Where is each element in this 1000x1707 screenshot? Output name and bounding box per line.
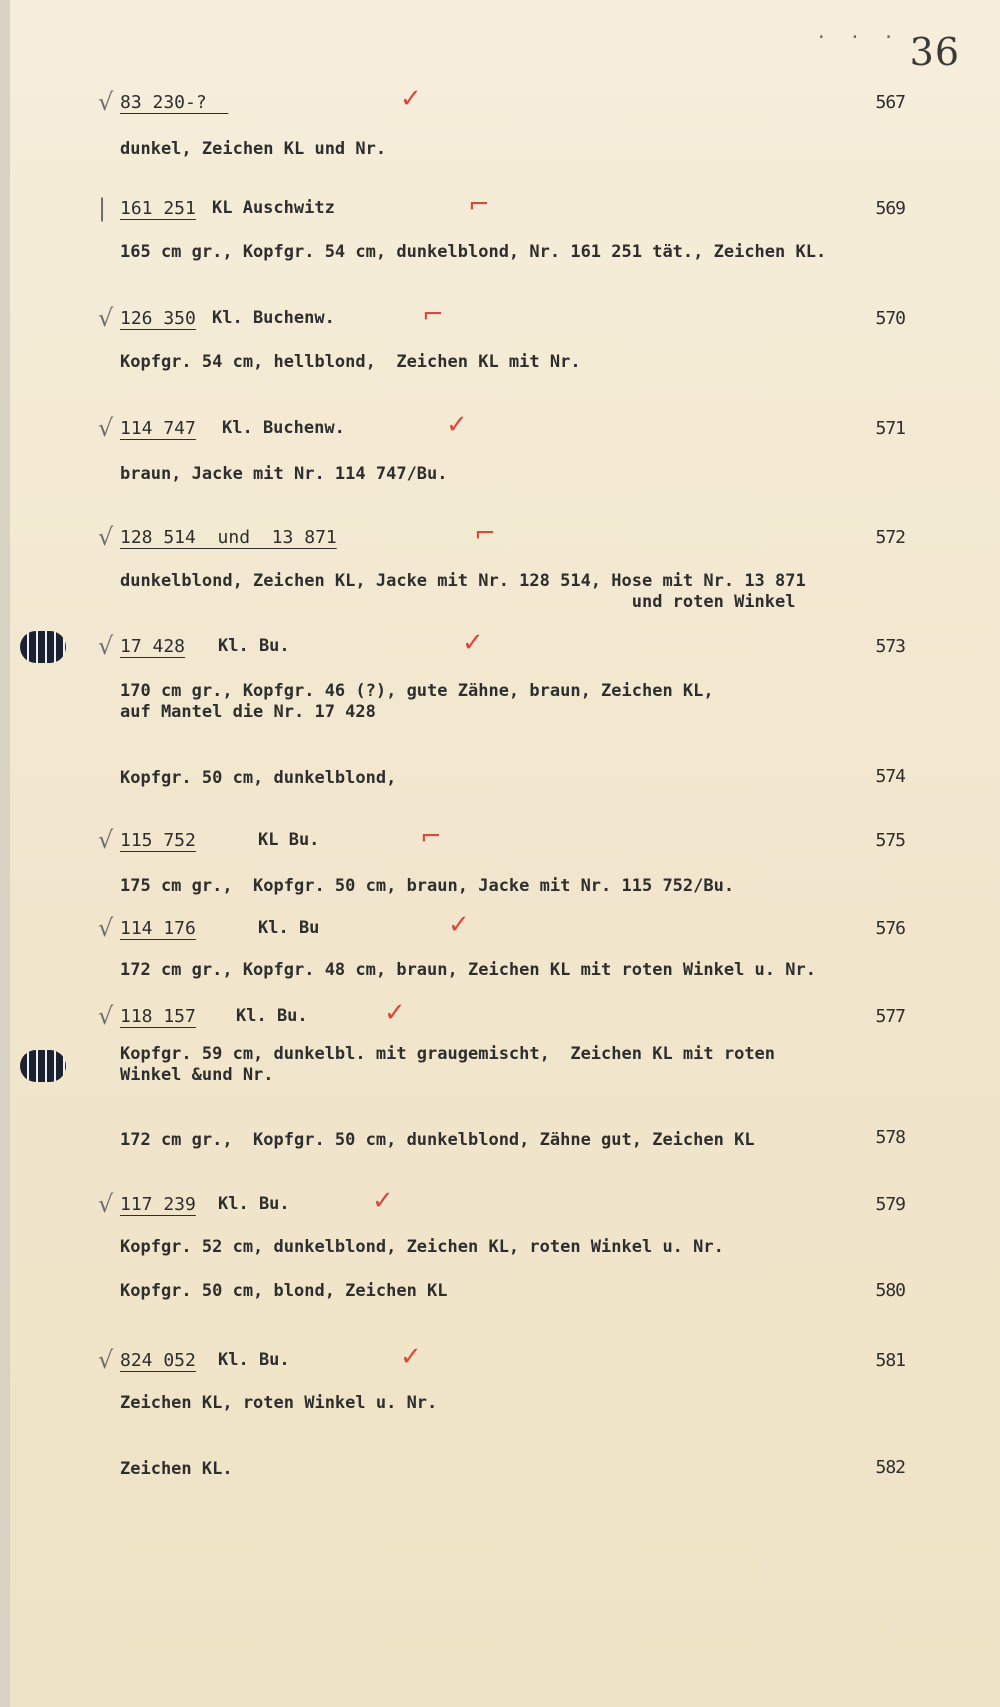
page-number: 36 xyxy=(909,30,960,74)
entry-description: 170 cm gr., Kopfgr. 46 (?), gute Zähne, braun, Zeichen KL, auf Mantel die Nr. 17 428 xyxy=(120,681,714,722)
checkmark-icon: √ xyxy=(98,304,114,332)
entry-number: 577 xyxy=(875,1006,905,1027)
entry-description: Kopfgr. 59 cm, dunkelbl. mit graugemischt, Zeichen KL mit roten Winkel &und Nr. xyxy=(120,1044,776,1085)
entry-number: 571 xyxy=(875,418,905,439)
red-tick-icon: ⌐ xyxy=(468,190,490,220)
red-tick-icon: ✓ xyxy=(462,628,484,658)
entry-identifier: 83 230-? xyxy=(120,92,229,113)
entry-number: 578 xyxy=(875,1127,905,1148)
entry-header xyxy=(0,910,1000,944)
entry-identifier: 114 176 xyxy=(120,918,196,939)
entry-number: 576 xyxy=(875,918,905,939)
corner-marks: . . . xyxy=(815,22,900,43)
checkmark-icon: | xyxy=(98,194,107,222)
camp-label: KL Bu. xyxy=(258,830,320,850)
checkmark-icon: √ xyxy=(98,1346,114,1374)
entry-number: 573 xyxy=(875,636,905,657)
entry-header xyxy=(0,628,1000,662)
entry-identifier: 824 052 xyxy=(120,1350,196,1371)
camp-label: Kl. Bu xyxy=(258,918,320,938)
entry-header xyxy=(0,300,1000,334)
entry-number: 572 xyxy=(875,527,905,548)
entry-header xyxy=(0,410,1000,444)
entry-identifier: 128 514 und 13 871 xyxy=(120,527,337,548)
entry-number: 574 xyxy=(875,766,905,787)
camp-label: Kl. Bu. xyxy=(218,636,290,656)
entry-description: Kopfgr. 52 cm, dunkelblond, Zeichen KL, roten Winkel u. Nr. xyxy=(120,1237,724,1257)
entry-description: dunkel, Zeichen KL und Nr. xyxy=(120,139,387,159)
camp-label: Kl. Bu. xyxy=(218,1350,290,1370)
red-tick-icon: ✓ xyxy=(384,998,406,1028)
checkmark-icon: √ xyxy=(98,1190,114,1218)
camp-label: Kl. Buchenw. xyxy=(222,418,345,438)
camp-label: Kl. Bu. xyxy=(236,1006,308,1026)
entry-description: Zeichen KL. xyxy=(120,1459,233,1479)
entry-description: Kopfgr. 54 cm, hellblond, Zeichen KL mit Nr. xyxy=(120,352,581,372)
entry-number: 570 xyxy=(875,308,905,329)
entry-description: Zeichen KL, roten Winkel u. Nr. xyxy=(120,1393,438,1413)
entry-description: 172 cm gr., Kopfgr. 48 cm, braun, Zeichen KL mit roten Winkel u. Nr. xyxy=(120,960,816,980)
entry-header xyxy=(0,190,1000,224)
entry-header xyxy=(0,822,1000,856)
red-tick-icon: ✓ xyxy=(372,1186,394,1216)
camp-label: KL Auschwitz xyxy=(212,198,335,218)
checkmark-icon: √ xyxy=(98,914,114,942)
entry-identifier: 114 747 xyxy=(120,418,196,439)
entry-header xyxy=(0,519,1000,553)
checkmark-icon: √ xyxy=(98,88,114,116)
entry-description: 175 cm gr., Kopfgr. 50 cm, braun, Jacke mit Nr. 115 752/Bu. xyxy=(120,876,735,896)
entry-description: Kopfgr. 50 cm, dunkelblond, xyxy=(120,768,397,788)
entry-description: 172 cm gr., Kopfgr. 50 cm, dunkelblond, Zähne gut, Zeichen KL xyxy=(120,1130,755,1150)
checkmark-icon: √ xyxy=(98,1002,114,1030)
entry-number: 567 xyxy=(875,92,905,113)
red-tick-icon: ✓ xyxy=(400,84,422,114)
camp-label: Kl. Bu. xyxy=(218,1194,290,1214)
entry-number: 579 xyxy=(875,1194,905,1215)
entry-number: 580 xyxy=(875,1280,905,1301)
punch-hole-icon xyxy=(20,1050,66,1082)
red-tick-icon: ✓ xyxy=(446,410,468,440)
entry-description: dunkelblond, Zeichen KL, Jacke mit Nr. 128 514, Hose mit Nr. 13 871 und roten Winkel xyxy=(120,571,806,612)
red-tick-icon: ⌐ xyxy=(422,300,444,330)
red-tick-icon: ⌐ xyxy=(420,822,442,852)
entry-description: braun, Jacke mit Nr. 114 747/Bu. xyxy=(120,464,448,484)
entry-number: 569 xyxy=(875,198,905,219)
entry-identifier: 161 251 xyxy=(120,198,196,219)
entry-number: 582 xyxy=(875,1457,905,1478)
entry-description: 165 cm gr., Kopfgr. 54 cm, dunkelblond, Nr. 161 251 tät., Zeichen KL. xyxy=(120,242,827,262)
entry-identifier: 117 239 xyxy=(120,1194,196,1215)
entry-header xyxy=(0,84,1000,118)
entry-identifier: 118 157 xyxy=(120,1006,196,1027)
entry-number: 575 xyxy=(875,830,905,851)
camp-label: Kl. Buchenw. xyxy=(212,308,335,328)
entry-identifier: 115 752 xyxy=(120,830,196,851)
checkmark-icon: √ xyxy=(98,414,114,442)
checkmark-icon: √ xyxy=(98,826,114,854)
entry-header xyxy=(0,1342,1000,1376)
entry-header xyxy=(0,1186,1000,1220)
entry-number: 581 xyxy=(875,1350,905,1371)
red-tick-icon: ⌐ xyxy=(474,519,496,549)
entry-description: Kopfgr. 50 cm, blond, Zeichen KL xyxy=(120,1281,448,1301)
checkmark-icon: √ xyxy=(98,632,114,660)
entry-identifier: 17 428 xyxy=(120,636,186,657)
checkmark-icon: √ xyxy=(98,523,114,551)
red-tick-icon: ✓ xyxy=(400,1342,422,1372)
red-tick-icon: ✓ xyxy=(448,910,470,940)
entry-identifier: 126 350 xyxy=(120,308,196,329)
entry-header xyxy=(0,998,1000,1032)
